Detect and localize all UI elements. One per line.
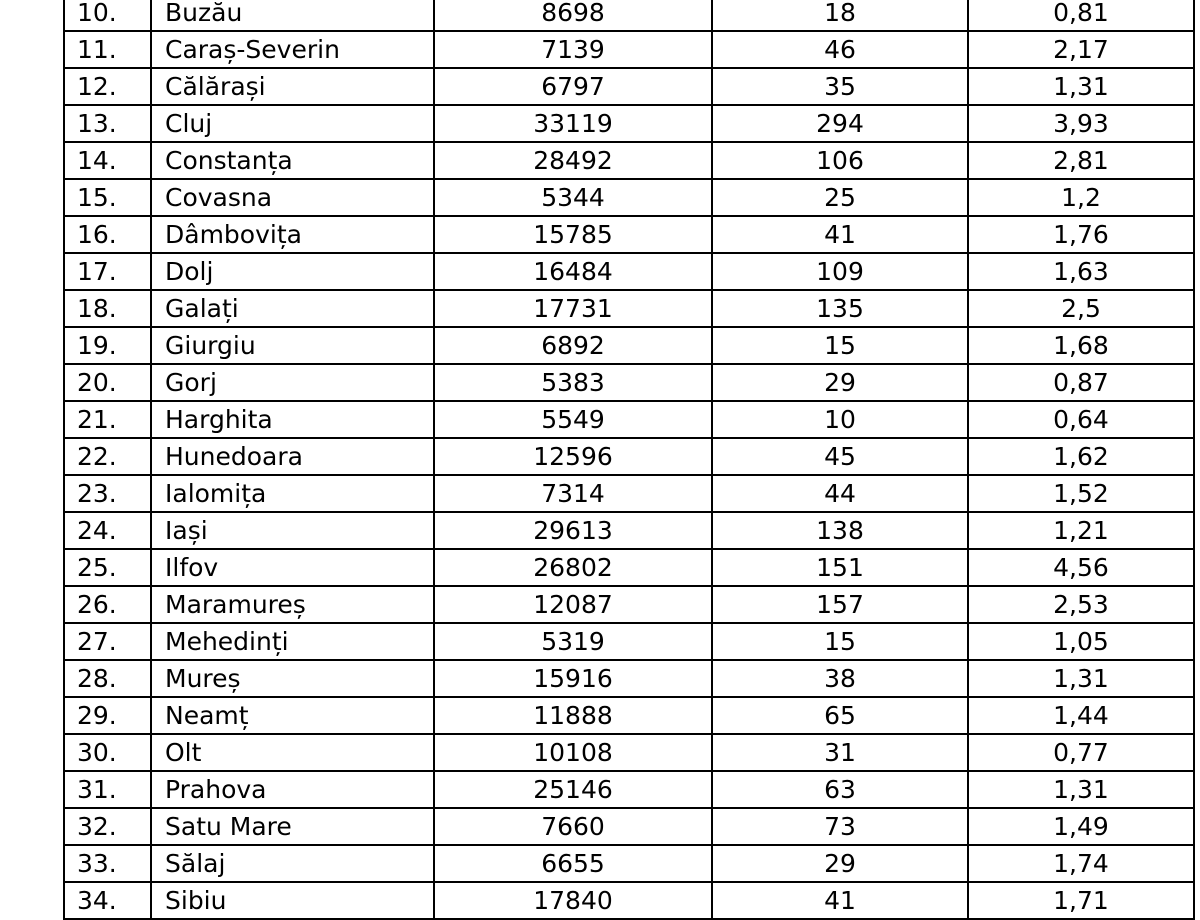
row-number: 27. [64,623,151,660]
value-c-cell: 0,87 [968,364,1194,401]
row-number: 13. [64,105,151,142]
county-name: Buzău [151,0,434,31]
value-a-cell: 15785 [434,216,712,253]
county-name: Ialomița [151,475,434,512]
value-a-cell: 5344 [434,179,712,216]
value-b-cell: 46 [712,31,968,68]
value-b-cell: 135 [712,290,968,327]
value-c-cell: 3,93 [968,105,1194,142]
value-b-cell: 29 [712,364,968,401]
value-a-cell: 7314 [434,475,712,512]
value-c-cell: 1,62 [968,438,1194,475]
county-name: Hunedoara [151,438,434,475]
value-b-cell: 109 [712,253,968,290]
table-row [64,68,1194,105]
value-c-cell: 2,5 [968,290,1194,327]
value-c-cell: 1,76 [968,216,1194,253]
value-a-cell: 6655 [434,845,712,882]
value-a-cell: 28492 [434,142,712,179]
value-c-cell: 1,68 [968,327,1194,364]
value-a-cell: 8698 [434,0,712,31]
row-number: 29. [64,697,151,734]
value-b-cell: 41 [712,882,968,919]
value-b-cell: 29 [712,845,968,882]
table-row [64,734,1194,771]
value-b-cell: 138 [712,512,968,549]
value-c-cell: 1,49 [968,808,1194,845]
table-row [64,364,1194,401]
value-a-cell: 16484 [434,253,712,290]
table-row [64,697,1194,734]
row-number: 28. [64,660,151,697]
row-number: 10. [64,0,151,31]
row-number: 34. [64,882,151,919]
value-c-cell: 1,31 [968,660,1194,697]
value-c-cell: 1,71 [968,882,1194,919]
value-a-cell: 7139 [434,31,712,68]
county-name: Sălaj [151,845,434,882]
row-number: 25. [64,549,151,586]
county-name: Gorj [151,364,434,401]
row-number: 11. [64,31,151,68]
value-c-cell: 1,44 [968,697,1194,734]
value-a-cell: 7660 [434,808,712,845]
county-data-table [63,0,1195,920]
value-b-cell: 10 [712,401,968,438]
value-b-cell: 15 [712,327,968,364]
value-b-cell: 31 [712,734,968,771]
county-name: Cluj [151,105,434,142]
county-name: Dolj [151,253,434,290]
value-a-cell: 17840 [434,882,712,919]
table-row [64,290,1194,327]
row-number: 16. [64,216,151,253]
value-b-cell: 35 [712,68,968,105]
value-a-cell: 26802 [434,549,712,586]
row-number: 26. [64,586,151,623]
table-row [64,512,1194,549]
value-b-cell: 18 [712,0,968,31]
table-row [64,401,1194,438]
value-c-cell: 1,05 [968,623,1194,660]
row-number: 21. [64,401,151,438]
county-name: Ilfov [151,549,434,586]
table-row [64,771,1194,808]
value-b-cell: 44 [712,475,968,512]
row-number: 22. [64,438,151,475]
value-a-cell: 33119 [434,105,712,142]
value-a-cell: 29613 [434,512,712,549]
county-name: Caraș-Severin [151,31,434,68]
value-b-cell: 157 [712,586,968,623]
county-name: Satu Mare [151,808,434,845]
row-number: 12. [64,68,151,105]
table-row [64,105,1194,142]
value-c-cell: 0,64 [968,401,1194,438]
row-number: 31. [64,771,151,808]
value-b-cell: 294 [712,105,968,142]
value-c-cell: 1,63 [968,253,1194,290]
value-b-cell: 73 [712,808,968,845]
table-row [64,0,1194,31]
county-name: Prahova [151,771,434,808]
value-a-cell: 11888 [434,697,712,734]
value-a-cell: 10108 [434,734,712,771]
table-row [64,142,1194,179]
row-number: 33. [64,845,151,882]
value-c-cell: 4,56 [968,549,1194,586]
value-b-cell: 45 [712,438,968,475]
value-c-cell: 1,74 [968,845,1194,882]
value-c-cell: 2,53 [968,586,1194,623]
value-c-cell: 2,17 [968,31,1194,68]
table-row [64,327,1194,364]
table-row [64,660,1194,697]
table-row [64,586,1194,623]
table-row [64,623,1194,660]
value-c-cell: 1,31 [968,68,1194,105]
value-a-cell: 5383 [434,364,712,401]
row-number: 17. [64,253,151,290]
value-c-cell: 1,31 [968,771,1194,808]
value-b-cell: 151 [712,549,968,586]
table-row [64,549,1194,586]
county-name: Mehedinți [151,623,434,660]
county-name: Dâmbovița [151,216,434,253]
county-name: Sibiu [151,882,434,919]
value-b-cell: 63 [712,771,968,808]
value-a-cell: 15916 [434,660,712,697]
county-name: Maramureș [151,586,434,623]
county-name: Călărași [151,68,434,105]
row-number: 30. [64,734,151,771]
value-a-cell: 12596 [434,438,712,475]
table-row [64,475,1194,512]
value-c-cell: 0,77 [968,734,1194,771]
value-a-cell: 12087 [434,586,712,623]
value-c-cell: 1,21 [968,512,1194,549]
value-c-cell: 2,81 [968,142,1194,179]
row-number: 15. [64,179,151,216]
county-name: Mureș [151,660,434,697]
value-b-cell: 106 [712,142,968,179]
table-row [64,845,1194,882]
value-b-cell: 15 [712,623,968,660]
county-name: Galați [151,290,434,327]
table-row [64,31,1194,68]
value-c-cell: 1,52 [968,475,1194,512]
value-a-cell: 17731 [434,290,712,327]
row-number: 23. [64,475,151,512]
table-row [64,216,1194,253]
table-body [64,0,1194,919]
value-c-cell: 1,2 [968,179,1194,216]
county-name: Olt [151,734,434,771]
row-number: 20. [64,364,151,401]
value-a-cell: 25146 [434,771,712,808]
row-number: 24. [64,512,151,549]
table-row [64,438,1194,475]
value-c-cell: 0,81 [968,0,1194,31]
value-b-cell: 65 [712,697,968,734]
county-name: Constanța [151,142,434,179]
table-row [64,179,1194,216]
county-name: Covasna [151,179,434,216]
value-a-cell: 5549 [434,401,712,438]
row-number: 32. [64,808,151,845]
value-b-cell: 25 [712,179,968,216]
value-a-cell: 5319 [434,623,712,660]
table-row [64,882,1194,919]
row-number: 18. [64,290,151,327]
county-name: Harghita [151,401,434,438]
row-number: 14. [64,142,151,179]
county-name: Giurgiu [151,327,434,364]
table-row [64,253,1194,290]
table-row [64,808,1194,845]
value-a-cell: 6892 [434,327,712,364]
value-b-cell: 38 [712,660,968,697]
value-b-cell: 41 [712,216,968,253]
county-name: Iași [151,512,434,549]
value-a-cell: 6797 [434,68,712,105]
row-number: 19. [64,327,151,364]
county-name: Neamț [151,697,434,734]
